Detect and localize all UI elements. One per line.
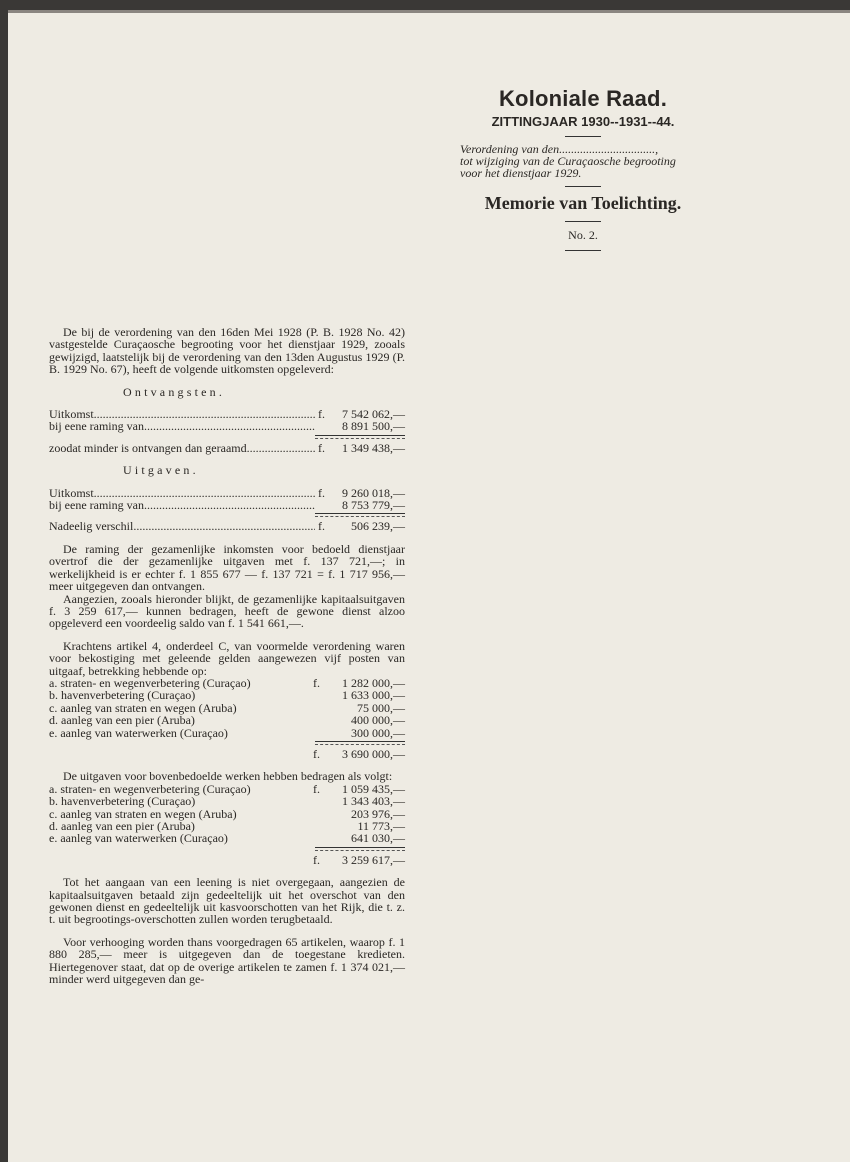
list-item: c. aanleg van straten en wegen (Aruba) 203 976,— [49, 806, 405, 821]
verhooging-paragraph: Voor verhooging worden thans voorgedragen 65 artikelen, waarop f. 1 880 285,— meer is uitgegeven dan de toegestane kredieten. Hiertegenover staat, dat op de overige artikelen te zamen f. 1 374 021,— minder werd uitgegeven dan ge- [49, 934, 405, 987]
divider [565, 136, 601, 137]
scan-edge [8, 10, 850, 13]
divider [565, 250, 601, 251]
leening-paragraph: Tot het aangaan van een leening is niet overgegaan, aangezien de kapitaalsuitgaven betaald zijn gedeeltelijk uit het overschot van den gewonen dienst en gedeeltelijk uit kasvoorschotten van het Rijk, die t. z. t. uit begrootings-overschotten zullen worden terugbetaald. [49, 875, 405, 927]
memo-title: Memorie van Toelichting. [484, 193, 682, 213]
list-total: f. 3 690 000,— [313, 746, 405, 761]
uitgaven-heading: Uitgaven. [123, 463, 199, 478]
list-item: d. aanleg van een pier (Aruba) 11 773,— [49, 819, 405, 833]
uitgaven-row: bij eene raming van ..... 8 753 779,— [49, 499, 405, 511]
document-number: No. 2. [568, 228, 598, 242]
session-line: ZITTINGJAAR 1930--1931--44. [491, 114, 675, 129]
document-page [8, 10, 850, 1162]
ordinance-line-1: Verordening van den................................, [460, 142, 659, 156]
ontvangsten-heading: Ontvangsten. [123, 384, 226, 399]
document-body [49, 326, 405, 985]
intro-paragraph: De bij de verordening van den 16den Mei 1928 (P. B. 1928 No. 42) vastgestelde Curaçaosche begrooting voor het dienstjaar 1929, zooals gewijzigd, laatstelijk bij de verordening van den 13den Augustus 1929 (P. B. 1929 No. 67), heeft de volgende uitkomsten opgeleverd: [49, 325, 405, 377]
sum-rule [49, 435, 405, 439]
list-item: b. havenverbetering (Curaçao) 1 343 403,— [49, 794, 405, 809]
list-item: e. aanleg van waterwerken (Curaçao) 300 000,— [49, 725, 405, 740]
ontvangsten-row: Uitkomst ..... f. 7 542 062,— [49, 408, 405, 420]
ordinance-line-3: voor het dienstjaar 1929. [460, 166, 582, 180]
list-item: e. aanleg van waterwerken (Curaçao) 641 030,— [49, 831, 405, 846]
document-header [448, 86, 718, 257]
uitgaven-row: Uitkomst ..... f. 9 260 018,— [49, 487, 405, 499]
list-item: b. havenverbetering (Curaçao) 1 633 000,— [49, 688, 405, 703]
uitgaven-werken-paragraph: De uitgaven voor bovenbedoelde werken hebben bedragen als volgt: [63, 769, 393, 784]
council-title: Koloniale Raad. [498, 86, 668, 111]
list-item: c. aanleg van straten en wegen (Aruba) 75 000,— [49, 700, 405, 715]
sum-rule [49, 513, 405, 517]
raming-paragraph: De raming der gezamenlijke inkomsten voor bedoeld dienstjaar overtrof die der gezamenlijke uitgaven met f. 137 721,—; in werkelijkheid is er echter f. 1 855 677 — f. 137 721 = f. 1 717 956,— meer uitgegeven dan ontvangen. [49, 541, 405, 594]
divider [565, 221, 601, 222]
ordinance-line-2: tot wijziging van de Curaçaosche begrooting [460, 154, 676, 168]
krachtens-paragraph: Krachtens artikel 4, onderdeel C, van voormelde verordening waren voor bekostiging met geleende gelden aangewezen vijf posten van uitgaaf, betrekking hebbende op: [49, 638, 405, 678]
list-item: a. straten- en wegenverbetering (Curaçao) f. 1 282 000,— [49, 675, 405, 690]
list-item: a. straten- en wegenverbetering (Curaçao) f. 1 059 435,— [49, 781, 405, 796]
list-item: d. aanleg van een pier (Aruba) 400 000,— [49, 713, 405, 728]
sum-rule [49, 847, 405, 851]
divider [565, 186, 601, 187]
ontvangsten-row: bij eene raming van ..... 8 891 500,— [49, 420, 405, 432]
ontvangsten-result: zoodat minder is ontvangen dan geraamd ..... f. 1 349 438,— [49, 442, 405, 454]
uitgaven-result: Nadeelig verschil ..... f. 506 239,— [49, 520, 405, 532]
sum-rule [49, 741, 405, 745]
list-total: f. 3 259 617,— [313, 852, 405, 867]
aangezien-paragraph: Aangezien, zooals hieronder blijkt, de gezamenlijke kapitaalsuitgaven f. 3 259 617,— kunnen bedragen, heeft de gewone dienst alzoo opgeleverd een voordeelig saldo van f. 1 541 661,—. [49, 591, 405, 631]
